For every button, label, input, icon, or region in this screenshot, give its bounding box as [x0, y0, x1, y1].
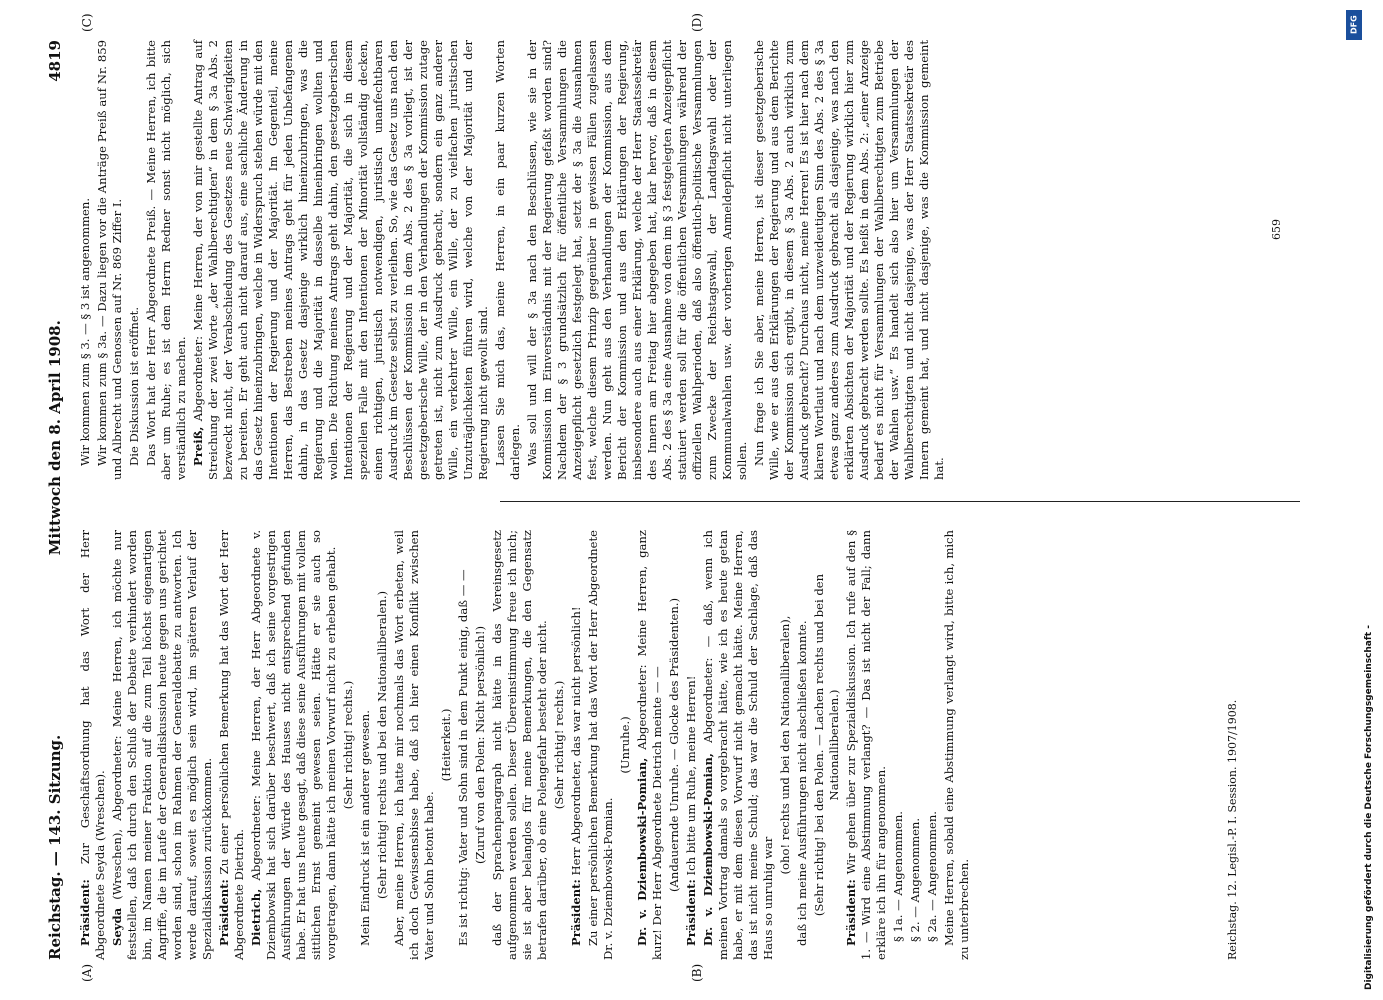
paragraph [78, 530, 108, 960]
interjection: (Sehr richtig! rechts und bei den Nationalliberalen.) [375, 590, 389, 900]
column-divider [500, 501, 1300, 502]
paragraph-text: Wir gehen über zur Spezialdiskussion. Ich rufe auf den § 1. — Wird eine Abstimmung verlangt? — Das ist nicht der Fall; dann erkläre ich ihn für angenommen. [844, 530, 888, 960]
list-item: § 2a. — Angenommen. [925, 811, 939, 942]
paragraph [191, 40, 491, 480]
header-left: Reichstag. — 143. Sitzung. [46, 734, 64, 960]
paragraph [844, 530, 889, 960]
paragraph-text: daß ich meine Ausführungen nicht abschließen konnte. [795, 620, 809, 946]
paragraph-text: Abgeordneter: Meine Herren, der von mir gestellte Antrag auf Streichung der zwei Worte „der Wahlberechtigten“ in dem § 3a Abs. 2 bezweckt nicht, der Verabschiedung des Gesetzes neue Schwierigkeiten zu bereiten. Er geht auch nicht darauf aus, eine sachliche Änderung in das Gesetz hineinzubringen, welche in Widerspruch stehen würde mit den Intentionen der Regierung und der Majorität. Im Gegenteil, meine Herren, das Bestreben meines Antrags geht für jeden Unbefangenen dahin, in das Gesetz dasjenige wirklich hineinzubringen, was die Regierung und die Majorität in dasselbe hineinbringen wollten und wollen. Die Richtung meines Antrags geht dahin, den gesetzgeberischen Intentionen der Regierung und der Majorität, die sich in diesem speziellen Falle mit den Intentionen der Minorität vollständig decken, einen richtigen, juristisch notwendigen, juristisch unanfechtbaren Ausdruck im Gesetze selbst zu verleihen. So, wie das Gesetz uns nach den Beschlüssen der Kommission in dem Abs. 2 des § 3a vorliegt, ist der gesetzgeberische Wille, der in den Verhandlungen der Kommission zutage getreten ist, nicht zum Ausdruck gebracht, sondern ein ganz anderer Wille, ein verkehrter Wille, ein Wille, der zu vielfachen juristischen Unzuträglichkeiten führen wird, welche von der Majorität und der Regierung nicht gewollt sind. [191, 39, 490, 480]
margin-marker-a: (A) [80, 963, 94, 982]
interjection: (Unruhe.) [618, 716, 632, 774]
speaker-name: Dietrich, [249, 888, 263, 946]
speaker-name: Preiß, [191, 426, 205, 466]
paragraph-text: Das Wort hat der Herr Abgeordnete Preiß. — Meine Herren, ich bitte aber um Ruhe; es ist dem Herrn Redner sonst nicht möglich, sich verständlich zu machen. [144, 40, 188, 480]
paragraph [752, 40, 947, 480]
interjection: (oho! rechts und bei den Nationalliberalen), [778, 615, 792, 875]
speaker-name: Präsident: [217, 879, 231, 946]
paragraph-text: Die Diskussion ist eröffnet. [127, 306, 141, 466]
side-credit [1346, 10, 1376, 990]
speaker-name: Präsident: [569, 879, 583, 946]
paragraph-text: Zu einer persönlichen Bemerkung hat das Wort der Herr Abgeordnete Dietrich. [217, 529, 246, 960]
list-item: § 2. — Angenommen. [908, 817, 922, 942]
paragraph-text: Wir kommen zum § 3. — § 3 ist angenommen. [78, 197, 92, 466]
paragraph [78, 40, 93, 480]
footer: Reichstag. 12. Legisl.-P. I. Session. 1907/1908. [1226, 699, 1239, 960]
margin-marker-d: (D) [690, 13, 704, 32]
page-signature: 659 [1270, 219, 1283, 240]
speaker-name: Präsident: [844, 879, 858, 946]
digitization-credit: Digitalisierung gefördert durch die Deutsche Forschungsgemeinschaft - [1364, 625, 1374, 990]
paragraph-text: Aber, meine Herren, ich hatte mir nochmals das Wort erbeten, weil ich doch Gewissensbisse habe, daß ich hier einen Konflikt zwischen Vater und Sohn betont habe. [392, 530, 436, 960]
paragraph-text: Es ist richtig: Vater und Sohn sind in dem Punkt einig, daß — — [456, 569, 470, 946]
paragraph-text: Was soll und will der § 3a nach den Beschlüssen, wie sie in der Kommission im Einverständnis mit der Regierung gefaßt worden sind? Nachdem der § 3 grundsätzlich für öffentliche Versammlungen die Anzeigepflicht gesetzlich festgelegt hat, setzt der § 3a die Ausnahmen fest, welche diesem Prinzip gegenüber in gewissen Fällen zugelassen werden. Nun geht aus den Verhandlungen der Kommission, aus dem Bericht der Kommission und aus den Erklärungen der Regierung, insbesondere auch aus einer Erklärung, welche der Herr Staatssekretär des Innern am Freitag hier abgegeben hat, klar hervor, daß in diesem Abs. 2 des § 3a eine Ausnahme von dem im § 3 festgelegten Anzeigepflicht statuiert werden soll für die öffentlichen Versammlungen während der offiziellen Wahlperioden, daß also öffentlich-politische Versammlungen zum Zwecke der Reichstagswahl, der Landtagswahl oder der Kommunalwahlen usw. der vorherigen Anmeldepflicht nicht unterliegen sollen. [525, 40, 749, 480]
paragraph-text: (Wreschen), Abgeordneter: Meine Herren, ich möchte nur feststellen, daß ich durch den Schluß der Debatte verhindert worden bin, im Namen meiner Fraktion auf die zum Teil höchst eigenartigen Angriffe, die im Laufe der Generaldiskussion heute gegen uns gerichtet worden sind, schon im Rahmen der Generaldebatte zu antworten. Ich werde darauf, soweit es möglich sein wird, im späteren Verlauf der Spezialdiskussion zurückkommen. [110, 530, 214, 960]
paragraph [358, 530, 373, 960]
paragraph [701, 530, 776, 960]
paragraph [586, 530, 616, 960]
paragraph [684, 530, 699, 960]
paragraph-text: Nun frage ich Sie aber, meine Herren, ist dieser gesetzgeberische Wille, wie er aus den Erklärungen der Regierung und aus dem Berichte der Kommission sich ergibt, in diesem § 3a Abs. 2 auch wirklich zum Ausdruck gebracht? Durchaus nicht, meine Herren! Es ist hier nach dem klaren Wortlaut und nach dem unzweideutigen Sinn des Abs. 2 des § 3a etwas ganz anderes zum Ausdruck gebracht als dasjenige, was nach den erklärten Absichten der Majorität und der Regierung wirklich hier zum Ausdruck gebracht werden sollte. Es heißt in dem Abs. 2: „einer Anzeige bedarf es nicht für Versammlungen der Wahlberechtigten zum Betriebe der Wahlen usw.“ Es handelt sich also hier um Versammlungen der Wahlberechtigten und nicht dasjenige, was der Herr Staatssekretär des Innern gemeint hat, und nicht dasjenige, was die Kommission gemeint hat. [752, 40, 946, 480]
left-column [78, 530, 974, 960]
paragraph-text: Abgeordneter: Meine Herren, ganz kurz! Der Herr Abgeordnete Dietrich meinte — — [635, 529, 664, 960]
speaker-name: Seyda [110, 907, 124, 946]
paragraph [635, 530, 665, 960]
interjection: (Sehr richtig! rechts.) [341, 680, 355, 810]
interjection: (Sehr richtig! rechts.) [552, 680, 566, 810]
paragraph [490, 530, 550, 960]
paragraph [456, 530, 471, 960]
interjection: (Heiterkeit.) [439, 708, 453, 782]
paragraph [249, 530, 339, 960]
paragraph [95, 40, 125, 480]
page-header [46, 40, 72, 960]
interjection: (Zuruf von den Polen: Nicht persönlich!) [473, 625, 487, 865]
list-item: § 1a. — Angenommen. [891, 811, 905, 942]
header-date: Mittwoch den 8. April 1908. [46, 320, 64, 556]
margin-marker-b: (B) [690, 963, 704, 982]
speaker-name: Präsident: [684, 879, 698, 946]
interjection: (Sehr richtig! bei den Polen. — Lachen rechts und bei den Nationalliberalen.) [812, 573, 841, 917]
paragraph-text: Abgeordneter: — daß, wenn ich meinen Vortrag damals so vorgebracht hätte, wie ich es heute getan habe, er mit dem diesen Vorwurf nicht gemacht hätte. Meine Herren, das ist nicht meine Schuld; das war die Schuld der Sachlage, daß das Haus so unruhig war [701, 530, 775, 960]
interjection: (Andauernde Unruhe. — Glocke des Präsidenten.) [667, 597, 681, 893]
dfg-logo: DFG [1346, 10, 1362, 40]
paragraph [144, 40, 189, 480]
paragraph [392, 530, 437, 960]
paragraph [569, 530, 584, 960]
page-number: 4819 [46, 40, 64, 82]
paragraph-text: Lassen Sie mich das, meine Herren, in ein paar kurzen Worten darlegen. [493, 40, 522, 480]
speaker-name: Präsident: [78, 879, 92, 946]
paragraph [127, 40, 142, 480]
paragraph [493, 40, 523, 480]
paragraph-text: Herr Abgeordneter, das war nicht persönlich! [569, 606, 583, 876]
paragraph [525, 40, 750, 480]
paragraph [795, 530, 810, 960]
paragraph-text: daß der Sprachenparagraph nicht hätte in das Vereinsgesetz aufgenommen werden sollen. Dieser Übereinstimmung freue ich mich; sie ist aber belanglos für meine Bemerkungen, die den Gegensatz betrafen darüber, ob eine Polengefahr besteht oder nicht. [490, 530, 549, 960]
speaker-name: Dr. v. Dziembowski-Pomian, [701, 753, 715, 946]
paragraph-text: Meine Herren, sobald eine Abstimmung verlangt wird, bitte ich, mich zu unterbrechen. [942, 530, 971, 960]
paragraph-text: Wir kommen zum § 3a. — Dazu liegen vor die Anträge Preiß auf Nr. 859 und Albrecht und Genossen auf Nr. 869 Ziffer I. [95, 40, 124, 480]
paragraph [110, 530, 215, 960]
speaker-name: Dr. v. Dziembowski-Pomian, [635, 757, 649, 946]
paragraph-text: Zur Geschäftsordnung hat das Wort der Herr Abgeordnete Seyda (Wreschen). [78, 530, 107, 960]
paragraph [217, 530, 247, 960]
paragraph [942, 530, 972, 960]
paragraph-text: Abgeordneter: Meine Herren, der Herr Abgeordnete v. Dziembowski hat sich darüber beschwert, daß ich seine vorgestrigen Ausführungen der Würde des Hauses nicht entsprechend gefunden habe. Er hat uns heute gesagt, daß diese seine Ausführungen mit vollem sittlichen Ernst gemeint gewesen seien. Hätte er sie auch so vorgetragen, dann hätte ich meinen Vorwurf nicht zu erheben gehabt. [249, 529, 338, 960]
paragraph-text: Mein Eindruck ist ein anderer gewesen. [358, 710, 372, 946]
margin-marker-c: (C) [80, 13, 94, 32]
paragraph-text: Zu einer persönlichen Bemerkung hat das Wort der Herr Abgeordnete Dr. v. Dziembowski-Pomian. [586, 530, 615, 960]
paragraph-text: Ich bitte um Ruhe, meine Herren! [684, 675, 698, 876]
right-column [78, 40, 949, 480]
